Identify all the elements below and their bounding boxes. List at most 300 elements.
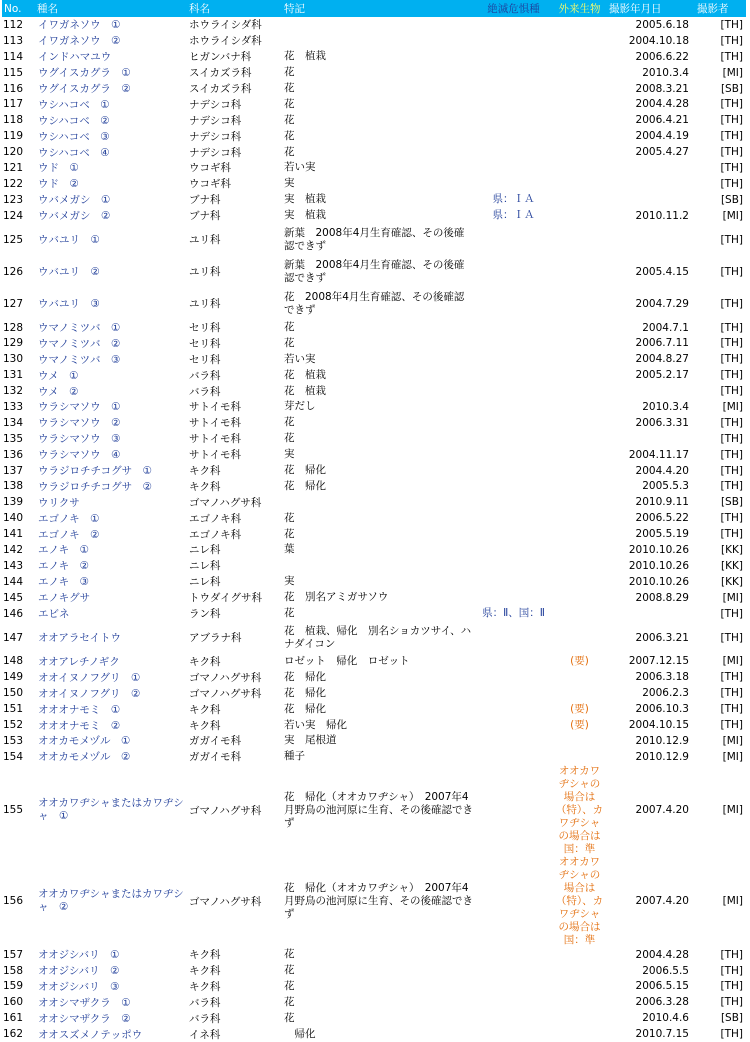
photographer: [TH]: [720, 337, 743, 350]
species-name: イワガネソウ ①: [38, 19, 121, 32]
photographer: [TH]: [720, 369, 743, 382]
species-name: オオシマザクラ ①: [38, 996, 131, 1009]
endangered-status: [475, 160, 552, 176]
photo-date: 2006.3.31: [635, 416, 689, 429]
family-name: ガガイモ科: [189, 735, 242, 748]
row-no: 157: [3, 948, 24, 961]
table-row: [2, 256, 746, 288]
species-name: エゴノキ ②: [38, 528, 100, 541]
family-name: ナデシコ科: [189, 130, 242, 143]
photographer: [TH]: [720, 719, 743, 731]
notes: 花: [284, 82, 295, 94]
photo-date: 2006.7.11: [635, 337, 689, 350]
species-name: ウバユリ ③: [38, 298, 100, 311]
alien-status: [552, 399, 607, 415]
photographer: [SB]: [720, 1012, 743, 1025]
alien-status: [552, 351, 607, 367]
row-no: 158: [3, 964, 24, 977]
photographer: [TH]: [720, 432, 743, 445]
alien-status: [552, 1010, 607, 1026]
family-name: ゴマノハグサ科: [189, 687, 262, 700]
alien-status: [552, 335, 607, 351]
species-name: ウシハコベ ①: [38, 98, 110, 111]
endangered-status: [475, 622, 552, 654]
row-no: 130: [3, 353, 24, 366]
row-no: 117: [3, 98, 24, 111]
alien-status: [552, 963, 607, 979]
photo-date: [607, 606, 695, 622]
photo-date: 2006.5.5: [642, 964, 689, 977]
species-name: ウド ②: [38, 178, 79, 191]
alien-status: [552, 1026, 607, 1042]
alien-status: [552, 49, 607, 65]
photo-date: 2008.8.29: [635, 591, 689, 604]
table-row: [2, 144, 746, 160]
endangered-status: [475, 963, 552, 979]
alien-status: [552, 128, 607, 144]
species-name: オオオナモミ ①: [38, 703, 121, 716]
header-no: No.: [2, 0, 35, 17]
endangered-status: [475, 1010, 552, 1026]
photo-date: 2004.11.17: [628, 448, 689, 461]
table-row: [2, 224, 746, 256]
alien-status: (要): [570, 718, 589, 731]
photo-date: [607, 431, 695, 447]
endangered-status: [475, 33, 552, 49]
photo-date: 2008.3.21: [635, 82, 689, 95]
alien-status: [552, 947, 607, 963]
photographer: [TH]: [720, 980, 743, 993]
family-name: サトイモ科: [189, 433, 241, 446]
photographer: [TH]: [720, 948, 743, 961]
species-name: オオスズメノテッポウ: [38, 1028, 143, 1041]
family-name: ブナ科: [189, 194, 221, 207]
photographer: [MI]: [722, 895, 743, 908]
photographer: [TH]: [720, 233, 743, 246]
row-no: 115: [3, 66, 24, 79]
alien-status: [552, 17, 607, 33]
family-name: サトイモ科: [189, 449, 241, 462]
photographer: [MI]: [722, 209, 743, 222]
species-name: ウバメガシ ①: [38, 194, 111, 207]
table-row: [2, 947, 746, 963]
alien-status: [552, 176, 607, 192]
photo-date: 2010.3.4: [642, 400, 689, 413]
species-name: イワガネソウ ②: [38, 35, 121, 48]
endangered-status: [475, 947, 552, 963]
notes: 花: [284, 979, 295, 992]
table-row: [2, 717, 746, 733]
table-row: [2, 701, 746, 717]
photo-date: 2005.4.27: [635, 146, 689, 159]
family-name: ウコギ科: [189, 162, 231, 175]
notes: 若い実: [284, 161, 316, 174]
alien-status: [552, 494, 607, 510]
alien-status: [552, 669, 607, 685]
notes: 花: [284, 97, 295, 110]
photo-date: 2010.7.15: [635, 1028, 689, 1041]
table-row: [2, 979, 746, 995]
alien-status: [552, 542, 607, 558]
table-row: [2, 399, 746, 415]
photographer: [TH]: [720, 448, 743, 461]
table-row: [2, 685, 746, 701]
row-no: 123: [3, 193, 24, 206]
family-name: ナデシコ科: [189, 146, 242, 159]
notes: 花 帰化: [284, 686, 326, 699]
row-no: 128: [3, 321, 24, 334]
table-row: [2, 542, 746, 558]
header-alien: 外来生物: [552, 0, 607, 17]
photo-date: 2006.3.21: [635, 631, 689, 644]
family-name: キク科: [189, 719, 221, 732]
notes: 実: [284, 575, 295, 588]
family-name: ナデシコ科: [189, 98, 242, 111]
family-name: キク科: [189, 703, 221, 716]
row-no: 124: [3, 209, 24, 222]
row-no: 116: [3, 82, 24, 95]
notes: 種子: [284, 750, 305, 763]
family-name: キク科: [189, 965, 221, 978]
table-row: [2, 574, 746, 590]
row-no: 136: [3, 448, 24, 461]
header-row: [2, 0, 746, 17]
endangered-status: [475, 112, 552, 128]
species-name: ウシハコベ ④: [38, 146, 110, 159]
notes: 花 2008年4月生育確認、その後確認できず: [284, 290, 465, 316]
photographer: [TH]: [720, 480, 743, 493]
photographer: [TH]: [720, 297, 743, 310]
table-row: [2, 1026, 746, 1042]
table-row: [2, 49, 746, 65]
photographer: [SB]: [720, 193, 743, 206]
species-table: [2, 0, 746, 1042]
family-name: ガガイモ科: [189, 751, 242, 764]
row-no: 142: [3, 543, 24, 556]
photo-date: 2010.4.6: [642, 1012, 689, 1025]
species-name: エノキグサ: [38, 592, 91, 605]
photo-date: 2006.3.18: [635, 671, 689, 684]
alien-status: [552, 65, 607, 81]
species-name: ウバユリ ②: [38, 266, 100, 279]
notes: 花: [284, 527, 295, 540]
row-no: 143: [3, 559, 24, 572]
table-row: [2, 176, 746, 192]
table-row: [2, 733, 746, 749]
photo-date: 2006.3.28: [635, 996, 689, 1009]
species-name: ウメ ②: [38, 385, 79, 398]
photographer: [TH]: [720, 464, 743, 477]
species-name: オオアラセイトウ: [38, 632, 122, 644]
header-species: 種名: [35, 0, 187, 17]
row-no: 122: [3, 177, 24, 190]
table-row: [2, 367, 746, 383]
photo-date: 2004.4.28: [635, 948, 689, 961]
photo-date: 2004.8.27: [635, 353, 689, 366]
photo-date: 2006.5.22: [635, 512, 689, 525]
photo-date: 2006.5.15: [635, 980, 689, 993]
alien-status: [552, 510, 607, 526]
table-row: [2, 96, 746, 112]
table-row: [2, 558, 746, 574]
family-name: ニレ科: [189, 576, 221, 589]
row-no: 144: [3, 575, 24, 588]
alien-status: [552, 685, 607, 701]
species-name: オオジシバリ ②: [38, 965, 120, 978]
notes: 花 植栽: [284, 368, 326, 381]
row-no: 162: [3, 1028, 24, 1041]
family-name: ホウライシダ科: [189, 35, 262, 48]
notes: 花: [284, 66, 295, 79]
row-no: 139: [3, 496, 24, 509]
alien-status: [552, 192, 607, 208]
species-name: ウラシマソウ ②: [38, 417, 121, 430]
family-name: バラ科: [189, 385, 221, 398]
notes: 花 帰化（オオカワヂシャ） 2007年4月野鳥の池河原に生育、その後確認できず: [284, 790, 473, 829]
alien-status: オオカワヂシャの場合は（特）、カワヂシャの場合は 国：準: [555, 764, 611, 855]
photo-date: 2006.4.21: [635, 114, 689, 127]
endangered-status: 県：ＩＡ: [492, 193, 535, 206]
family-name: ニレ科: [189, 560, 221, 573]
photo-date: [607, 192, 695, 208]
endangered-status: 県：Ⅱ、国：Ⅱ: [482, 607, 545, 620]
species-name: ウメ ①: [38, 369, 79, 382]
notes: 花: [284, 129, 295, 142]
row-no: 153: [3, 734, 24, 747]
alien-status: [552, 208, 607, 224]
endangered-status: [475, 415, 552, 431]
table-row: [2, 510, 746, 526]
endangered-status: [475, 447, 552, 463]
family-name: バラ科: [189, 369, 221, 382]
endangered-status: [475, 733, 552, 749]
family-name: ナデシコ科: [189, 114, 242, 127]
photo-date: 2005.2.17: [635, 369, 689, 382]
table-row: [2, 33, 746, 49]
photo-date: [607, 160, 695, 176]
alien-status: (要): [570, 654, 589, 667]
table-row: [2, 351, 746, 367]
endangered-status: [475, 542, 552, 558]
photo-date: 2010.3.4: [642, 66, 689, 79]
alien-status: [552, 112, 607, 128]
photographer: [TH]: [720, 161, 743, 174]
notes: 芽だし: [284, 400, 316, 413]
family-name: キク科: [189, 949, 221, 962]
species-name: ウラジロチチコグサ ②: [38, 480, 152, 493]
family-name: ゴマノハグサ科: [189, 496, 262, 509]
family-name: キク科: [189, 980, 221, 993]
photographer: [TH]: [720, 130, 743, 143]
family-name: アブラナ科: [189, 632, 242, 644]
species-name: ウド ①: [38, 162, 79, 175]
family-name: キク科: [189, 480, 221, 493]
endangered-status: [475, 669, 552, 685]
photographer: [TH]: [720, 385, 743, 398]
table-row: [2, 478, 746, 494]
family-name: バラ科: [189, 996, 221, 1009]
species-name: オオジシバリ ①: [38, 949, 120, 962]
photographer: [TH]: [720, 18, 743, 31]
photographer: [TH]: [720, 528, 743, 541]
notes: 花: [284, 607, 295, 620]
notes: 花 別名アミガサソウ: [284, 591, 389, 604]
species-name: エビネ: [38, 608, 70, 621]
endangered-status: [475, 749, 552, 765]
table-row: [2, 1010, 746, 1026]
photo-date: 2006.6.22: [635, 50, 689, 63]
endangered-status: [475, 526, 552, 542]
row-no: 147: [3, 631, 24, 644]
table-row: [2, 208, 746, 224]
table-row: [2, 81, 746, 97]
photo-date: 2006.10.3: [635, 703, 689, 716]
photo-date: 2007.12.15: [628, 655, 689, 668]
photographer: [TH]: [720, 50, 743, 63]
alien-status: [552, 447, 607, 463]
species-name: ウバユリ ①: [38, 234, 100, 247]
notes: 花 帰化: [284, 479, 326, 492]
endangered-status: [475, 335, 552, 351]
table-row: [2, 856, 746, 947]
endangered-status: [475, 856, 552, 947]
row-no: 137: [3, 464, 24, 477]
family-name: サトイモ科: [189, 417, 241, 430]
header-notes: 特記: [282, 0, 475, 17]
header-family: 科名: [187, 0, 282, 17]
species-name: エノキ ②: [38, 560, 89, 573]
notes: [282, 494, 475, 510]
header-endangered: 絶滅危惧種: [475, 0, 552, 17]
family-name: ブナ科: [189, 210, 221, 223]
species-name: ウグイスカグラ ①: [38, 67, 131, 80]
row-no: 154: [3, 750, 24, 763]
table-row: [2, 463, 746, 479]
header-photographer: 撮影者: [695, 0, 746, 17]
table-row: [2, 288, 746, 320]
endangered-status: [475, 463, 552, 479]
row-no: 134: [3, 416, 24, 429]
alien-status: [552, 979, 607, 995]
notes: 花 帰化（オオカワヂシャ） 2007年4月野鳥の池河原に生育、その後確認できず: [284, 881, 473, 920]
row-no: 155: [3, 804, 24, 817]
species-name: ウマノミツバ ①: [38, 322, 121, 335]
notes: 実 植栽: [284, 193, 326, 206]
alien-status: [552, 224, 607, 256]
species-name: エゴノキ ①: [38, 512, 100, 525]
alien-status: [552, 320, 607, 336]
family-name: ユリ科: [189, 266, 221, 279]
alien-status: [552, 383, 607, 399]
photographer: [TH]: [720, 703, 743, 716]
family-name: ゴマノハグサ科: [189, 671, 262, 684]
endangered-status: [475, 320, 552, 336]
photographer: [TH]: [720, 353, 743, 366]
endangered-status: [475, 176, 552, 192]
notes: 新葉 2008年4月生育確認、その後確認できず: [284, 226, 465, 252]
endangered-status: [475, 17, 552, 33]
photographer: [TH]: [720, 607, 743, 620]
row-no: 121: [3, 161, 24, 174]
notes: 実: [284, 448, 295, 461]
row-no: 148: [3, 655, 24, 668]
photo-date: 2010.12.9: [635, 734, 689, 747]
notes: 花: [284, 321, 295, 334]
table-row: [2, 994, 746, 1010]
photographer: [MI]: [722, 66, 743, 79]
alien-status: [552, 622, 607, 654]
photographer: [TH]: [720, 631, 743, 644]
species-name: ウマノミツバ ②: [38, 337, 121, 350]
family-name: ゴマノハグサ科: [189, 804, 262, 817]
species-name: ウラシマソウ ③: [38, 433, 121, 446]
table-body: [2, 17, 746, 1042]
endangered-status: [475, 65, 552, 81]
row-no: 133: [3, 400, 24, 413]
species-name: オオイヌノフグリ ①: [38, 671, 141, 684]
row-no: 156: [3, 895, 24, 908]
species-name: オオオナモミ ②: [38, 719, 121, 732]
row-no: 159: [3, 980, 24, 993]
row-no: 113: [3, 34, 24, 47]
row-no: 140: [3, 512, 24, 525]
notes: 花: [284, 964, 295, 977]
photo-date: 2005.5.19: [635, 528, 689, 541]
alien-status: [552, 160, 607, 176]
endangered-status: [475, 685, 552, 701]
photographer: [TH]: [720, 114, 743, 127]
alien-status: [552, 96, 607, 112]
table-row: [2, 320, 746, 336]
notes: [282, 558, 475, 574]
photographer: [MI]: [722, 734, 743, 747]
photographer: [SB]: [720, 496, 743, 509]
notes: 花: [284, 948, 295, 961]
row-no: 145: [3, 591, 24, 604]
species-name: オオカワヂシャまたはカワヂシャ ①: [38, 797, 184, 823]
family-name: バラ科: [189, 1012, 221, 1025]
header-date: 撮影年月日: [607, 0, 695, 17]
photographer: [TH]: [720, 98, 743, 111]
table-row: [2, 128, 746, 144]
family-name: スイカズラ科: [189, 83, 252, 95]
notes: 花 帰化: [284, 464, 326, 477]
notes: 実: [284, 177, 295, 190]
notes: [282, 17, 475, 33]
family-name: イネ科: [189, 1028, 221, 1041]
notes: ロゼット 帰化 ロゼット: [284, 654, 410, 667]
table-row: [2, 749, 746, 765]
endangered-status: [475, 49, 552, 65]
notes: 新葉 2008年4月生育確認、その後確認できず: [284, 258, 465, 284]
row-no: 151: [3, 703, 24, 716]
family-name: サトイモ科: [189, 401, 241, 414]
row-no: 126: [3, 265, 24, 278]
photo-date: 2010.9.11: [635, 496, 689, 509]
row-no: 141: [3, 528, 24, 541]
notes: 花 植栽: [284, 50, 326, 63]
species-name: オオアレチノギク: [38, 655, 120, 668]
photographer: [TH]: [720, 321, 743, 334]
family-name: ウコギ科: [189, 178, 231, 191]
photo-date: 2010.11.2: [635, 209, 689, 222]
family-name: キク科: [189, 465, 221, 478]
species-name: ウラシマソウ ④: [38, 449, 121, 462]
notes: 花 植栽: [284, 384, 326, 397]
table-row: [2, 112, 746, 128]
row-no: 119: [3, 130, 24, 143]
endangered-status: 県：ＩＡ: [492, 209, 535, 222]
